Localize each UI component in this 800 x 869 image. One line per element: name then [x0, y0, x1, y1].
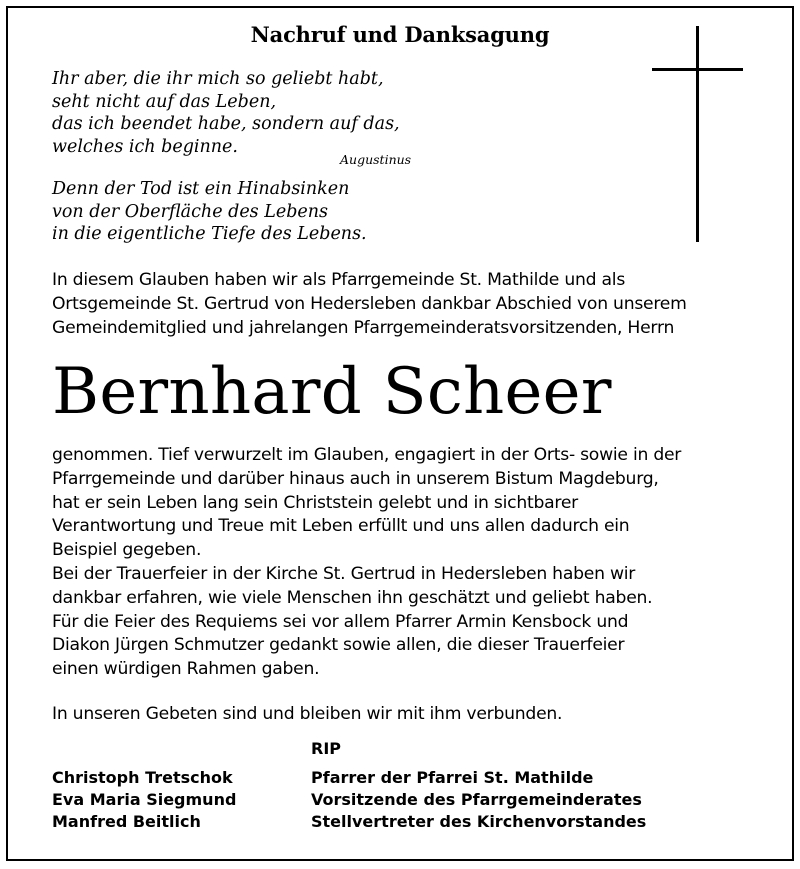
text-line: Gemeindemitglied und jahrelangen Pfarrgemeinderatsvorsitzenden, Herrn: [52, 317, 675, 338]
text-line: Verantwortung und Treue mit Leben erfüllt und uns allen dadurch ein: [52, 516, 630, 537]
quote-second: [52, 178, 367, 246]
signatory-role: Stellvertreter des Kirchenvorstandes: [311, 812, 647, 831]
rip-label: RIP: [311, 739, 341, 758]
deceased-name: Bernhard Scheer: [52, 355, 612, 429]
signatory-name: Christoph Tretschok: [52, 768, 233, 787]
quote-line: in die eigentliche Tiefe des Lebens.: [52, 224, 367, 244]
notice-title: Nachruf und Danksagung: [250, 22, 550, 47]
quote-augustinus: [52, 68, 400, 158]
quote-line: das ich beendet habe, sondern auf das,: [52, 114, 400, 134]
quote-line: seht nicht auf das Leben,: [52, 91, 277, 112]
text-line: In diesem Glauben haben wir als Pfarrgemeinde St. Mathilde und als: [52, 270, 626, 290]
signatory-names: [52, 767, 236, 833]
intro-paragraph: [52, 269, 687, 340]
text-line: Diakon Jürgen Schmutzer gedankt sowie allen, die dieser Trauerfeier: [52, 635, 625, 656]
text-line: Pfarrgemeinde und darüber hinaus auch in unserem Bistum Magdeburg,: [52, 468, 659, 489]
signatory-role: Pfarrer der Pfarrei St. Mathilde: [311, 768, 594, 787]
text-line: Für die Feier des Requiems sei vor allem Pfarrer Armin Kensbock und: [52, 611, 629, 632]
text-line: dankbar erfahren, wie viele Menschen ihn geschätzt und geliebt haben.: [52, 587, 653, 608]
quote-line: Denn der Tod ist ein Hinabsinken: [52, 179, 350, 199]
signatory-name: Manfred Beitlich: [52, 812, 201, 831]
cross-horizontal-beam: [652, 68, 743, 71]
text-line: Bei der Trauerfeier in der Kirche St. Gertrud in Hedersleben haben wir: [52, 563, 636, 584]
text-line: Beispiel gegeben.: [52, 540, 202, 561]
closing-line: In unseren Gebeten sind und bleiben wir mit ihm verbunden.: [52, 704, 563, 724]
text-line: Ortsgemeinde St. Gertrud von Hedersleben dankbar Abschied von unserem: [52, 293, 687, 314]
signatory-role: Vorsitzende des Pfarrgemeinderates: [311, 790, 642, 809]
signatory-name: Eva Maria Siegmund: [52, 790, 237, 809]
quote-line: welches ich beginne.: [52, 136, 238, 157]
text-line: hat er sein Leben lang sein Christstein gelebt und in sichtbarer: [52, 492, 578, 513]
text-line: genommen. Tief verwurzelt im Glauben, engagiert in der Orts- sowie in der: [52, 445, 682, 465]
text-line: einen würdigen Rahmen gaben.: [52, 659, 320, 680]
quote-line: von der Oberfläche des Lebens: [52, 201, 329, 222]
body-paragraph: [52, 444, 681, 682]
cross-vertical-beam: [696, 26, 699, 242]
quote-line: Ihr aber, die ihr mich so geliebt habt,: [52, 69, 384, 89]
quote-author: Augustinus: [340, 152, 412, 167]
signatory-roles: [311, 767, 646, 833]
